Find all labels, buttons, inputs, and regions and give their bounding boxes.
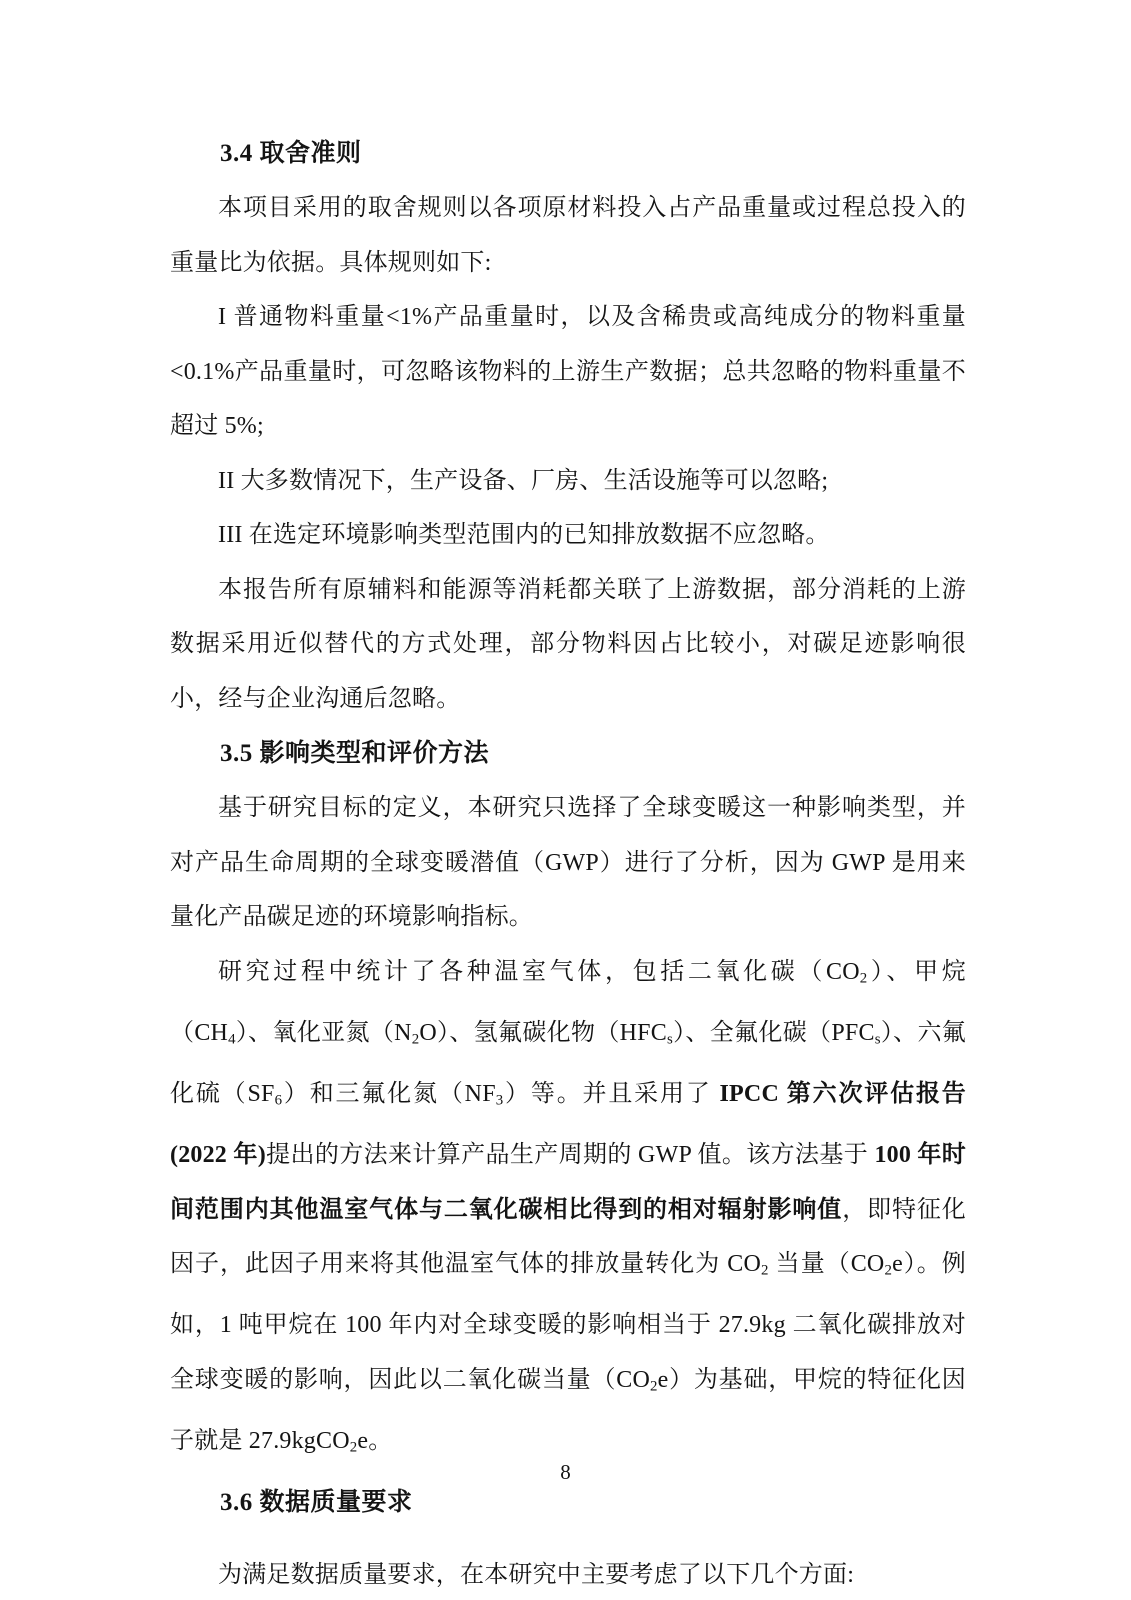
paragraph-rule-1: I 普通物料重量<1%产品重量时，以及含稀贵或高纯成分的物料重量<0.1%产品重量时，可忽略该物料的上游生产数据；总共忽略的物料重量不超过 5%; bbox=[170, 304, 966, 439]
section-heading-3-5: 3.5 影响类型和评价方法 bbox=[220, 740, 490, 767]
paragraph-greenhouse-gases: 研究过程中统计了各种温室气体，包括二氧化碳$(CO_2)$、甲烷$(CH_4)$、氧化亚氮$(N_2O)$、氢氟碳化物$(HFC_s)$、全氟化碳$(PFC_s)$、六氟化硫$(SF_6)$和三氟化氮$(NF_3)$等。并且采用了 IPCC 第六次评估报告(2022 年)提出的方法来计算产品生产周期的 GWP 值。该方法基于 100 年时间范围内其他温室气体与二氧化碳相比得到的相对辐射影响值，即特征化因子，此因子用来将其他温室气体的排放量转化为 $CO_2$ 当量$(CO_2e)$。例如，1 吨甲烷在 100 年内对全球变暖的影响相当于 27.9kg 二氧化碳排放对全球变暖的影响，因此以二氧化碳当量$(CO_2e)$为基础，甲烷的特征化因子就是 27.9kgCO$_2$e。 bbox=[170, 958, 967, 1456]
paragraph-rule-3: III 在选定环境影响类型范围内的已知排放数据不应忽略。 bbox=[218, 522, 830, 548]
paragraph-cutoff-intro: 本项目采用的取舍规则以各项原材料投入占产品重量或过程总投入的重量比为依据。具体规则如下: bbox=[170, 195, 966, 276]
page-number: 8 bbox=[560, 1460, 571, 1484]
paragraph-rule-2: II 大多数情况下，生产设备、厂房、生活设施等可以忽略; bbox=[218, 467, 829, 494]
page-content bbox=[170, 126, 966, 1600]
paragraph-upstream-data: 本报告所有原辅料和能源等消耗都关联了上游数据，部分消耗的上游数据采用近似替代的方式处理，部分物料因占比较小，对碳足迹影响很小，经与企业沟通后忽略。 bbox=[170, 576, 966, 712]
section-heading-3-4: 3.4 取舍准则 bbox=[220, 140, 362, 167]
section-heading-3-6: 3.6 数据质量要求 bbox=[220, 1489, 413, 1517]
paragraph-gwp-intro: 基于研究目标的定义，本研究只选择了全球变暖这一种影响类型，并对产品生命周期的全球变暖潜值（GWP）进行了分析，因为 GWP 是用来量化产品碳足迹的环境影响指标。 bbox=[170, 795, 966, 930]
paragraph-data-quality: 为满足数据质量要求，在本研究中主要考虑了以下几个方面: bbox=[218, 1562, 855, 1589]
